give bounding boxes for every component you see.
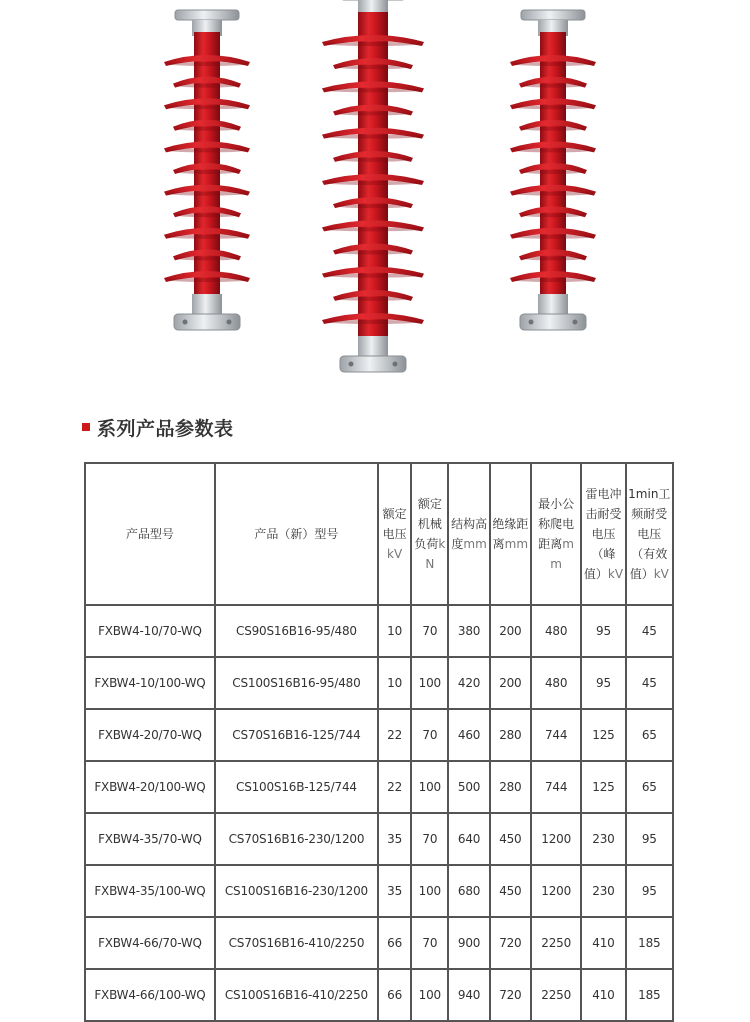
- table-cell: 2250: [531, 969, 581, 1021]
- table-cell: 35: [378, 865, 411, 917]
- table-cell: FXBW4-10/100-WQ: [85, 657, 215, 709]
- column-header-unit: mm: [504, 537, 529, 551]
- shed-shadow: [325, 274, 421, 278]
- table-cell: 450: [490, 865, 531, 917]
- column-header-unit: mm: [463, 537, 487, 551]
- column-header-label: 结构高度: [451, 517, 488, 551]
- column-header: [490, 463, 531, 605]
- table-cell: 22: [378, 709, 411, 761]
- table-cell: 480: [531, 657, 581, 709]
- table-row: [85, 865, 673, 917]
- shed-shadow: [325, 135, 421, 139]
- column-header-unit: kV: [387, 547, 403, 561]
- table-header-row: [85, 463, 673, 605]
- table-row: [85, 657, 673, 709]
- table-cell: 500: [448, 761, 489, 813]
- table-cell: 45: [626, 605, 673, 657]
- column-header: [378, 463, 411, 605]
- shed-shadow: [513, 105, 593, 109]
- table-cell: 95: [626, 813, 673, 865]
- table-cell: 45: [626, 657, 673, 709]
- column-header-unit: mm: [550, 537, 574, 571]
- column-header-label: 1min工频耐受电压（有效值）: [628, 487, 671, 581]
- shed-shadow: [513, 62, 593, 66]
- column-header: [531, 463, 581, 605]
- column-header-unit: kV: [653, 567, 669, 581]
- table-cell: 200: [490, 657, 531, 709]
- column-header-unit: kV: [607, 567, 624, 581]
- table-cell: 410: [581, 969, 625, 1021]
- table-cell: 125: [581, 709, 625, 761]
- table-cell: CS100S16B16-95/480: [215, 657, 378, 709]
- table-cell: 100: [411, 657, 448, 709]
- table-cell: 35: [378, 813, 411, 865]
- table-cell: 10: [378, 605, 411, 657]
- shed-shadow: [522, 84, 584, 88]
- table-cell: FXBW4-10/70-WQ: [85, 605, 215, 657]
- table-cell: CS70S16B16-125/744: [215, 709, 378, 761]
- table-cell: 100: [411, 865, 448, 917]
- column-header: [411, 463, 448, 605]
- table-cell: 185: [626, 969, 673, 1021]
- shed-shadow: [522, 127, 584, 131]
- table-cell: 744: [531, 761, 581, 813]
- column-header: [581, 463, 625, 605]
- shed-shadow: [336, 65, 410, 69]
- table-cell: 640: [448, 813, 489, 865]
- bottom-fitting: [192, 294, 222, 316]
- table-cell: 1200: [531, 865, 581, 917]
- column-header: [85, 463, 215, 605]
- insulators-illustration: [0, 0, 750, 395]
- table-cell: 70: [411, 813, 448, 865]
- flange-bolt-hole: [183, 320, 188, 325]
- table-cell: 280: [490, 761, 531, 813]
- table-row: [85, 605, 673, 657]
- product-photo: [0, 0, 750, 395]
- table-cell: FXBW4-66/70-WQ: [85, 917, 215, 969]
- shed-shadow: [513, 235, 593, 239]
- flange-bolt-hole: [349, 362, 354, 367]
- table-cell: FXBW4-35/100-WQ: [85, 865, 215, 917]
- top-flange: [175, 10, 239, 20]
- shed-shadow: [167, 235, 247, 239]
- table-cell: 410: [581, 917, 625, 969]
- shed-shadow: [325, 181, 421, 185]
- table-cell: 70: [411, 709, 448, 761]
- shed-shadow: [167, 105, 247, 109]
- shed-shadow: [336, 251, 410, 255]
- table-cell: CS100S16B16-410/2250: [215, 969, 378, 1021]
- table-cell: CS70S16B16-230/1200: [215, 813, 378, 865]
- shed-shadow: [176, 170, 238, 174]
- shed-shadow: [522, 170, 584, 174]
- table-cell: FXBW4-66/100-WQ: [85, 969, 215, 1021]
- table-cell: 720: [490, 969, 531, 1021]
- shed-shadow: [167, 192, 247, 196]
- column-header-unit: kN: [425, 537, 446, 571]
- column-header-label: 最小公称爬电距离: [538, 497, 575, 551]
- column-header-label: 雷电冲击耐受电压（峰值）: [583, 487, 622, 581]
- section-title: 系列产品参数表: [97, 417, 234, 440]
- table-cell: 230: [581, 813, 625, 865]
- column-header-label: 额定机械负荷: [414, 497, 442, 551]
- shed-shadow: [336, 204, 410, 208]
- column-header: [626, 463, 673, 605]
- table-cell: 680: [448, 865, 489, 917]
- shed-shadow: [336, 158, 410, 162]
- table-body: [85, 605, 673, 1021]
- table-cell: 420: [448, 657, 489, 709]
- table-cell: 66: [378, 969, 411, 1021]
- bottom-fitting: [358, 336, 388, 358]
- table-cell: 10: [378, 657, 411, 709]
- table-cell: 95: [581, 657, 625, 709]
- table-row: [85, 813, 673, 865]
- flange-bolt-hole: [529, 320, 534, 325]
- table-row: [85, 709, 673, 761]
- shed-shadow: [176, 84, 238, 88]
- table-cell: 230: [581, 865, 625, 917]
- flange-bolt-hole: [227, 320, 232, 325]
- table-cell: 380: [448, 605, 489, 657]
- shed-shadow: [513, 148, 593, 152]
- table-cell: 744: [531, 709, 581, 761]
- column-header-label: 产品（新）型号: [254, 527, 339, 541]
- shed-shadow: [176, 127, 238, 131]
- table-cell: 66: [378, 917, 411, 969]
- table-cell: 200: [490, 605, 531, 657]
- table-cell: CS70S16B16-410/2250: [215, 917, 378, 969]
- table-row: [85, 969, 673, 1021]
- table-cell: CS90S16B16-95/480: [215, 605, 378, 657]
- table-cell: 480: [531, 605, 581, 657]
- shed-shadow: [336, 112, 410, 116]
- table-cell: 70: [411, 605, 448, 657]
- table-cell: 95: [581, 605, 625, 657]
- table-cell: 70: [411, 917, 448, 969]
- shed-shadow: [325, 320, 421, 324]
- table-cell: 460: [448, 709, 489, 761]
- table-cell: 2250: [531, 917, 581, 969]
- table-cell: 450: [490, 813, 531, 865]
- shed-shadow: [176, 256, 238, 260]
- table-cell: 940: [448, 969, 489, 1021]
- column-header-label: 额定电压: [382, 507, 407, 541]
- shed-shadow: [325, 42, 421, 46]
- column-header: [215, 463, 378, 605]
- column-header: [448, 463, 489, 605]
- shed-shadow: [513, 278, 593, 282]
- table-cell: 65: [626, 761, 673, 813]
- table-cell: CS100S16B16-230/1200: [215, 865, 378, 917]
- table-row: [85, 917, 673, 969]
- table-cell: 22: [378, 761, 411, 813]
- table-cell: FXBW4-20/100-WQ: [85, 761, 215, 813]
- flange-bolt-hole: [393, 362, 398, 367]
- top-flange: [521, 10, 585, 20]
- table-cell: 125: [581, 761, 625, 813]
- shed-shadow: [176, 213, 238, 217]
- table-cell: FXBW4-20/70-WQ: [85, 709, 215, 761]
- table-cell: 100: [411, 761, 448, 813]
- table-row: [85, 761, 673, 813]
- table-cell: CS100S16B-125/744: [215, 761, 378, 813]
- shed-shadow: [336, 297, 410, 301]
- table-cell: 720: [490, 917, 531, 969]
- table-cell: FXBW4-35/70-WQ: [85, 813, 215, 865]
- shed-shadow: [513, 192, 593, 196]
- column-header-label: 绝缘距离: [492, 517, 529, 551]
- section-heading: [82, 412, 234, 442]
- bottom-fitting: [538, 294, 568, 316]
- table-cell: 280: [490, 709, 531, 761]
- parameter-table-container: [84, 462, 674, 1022]
- table-cell: 100: [411, 969, 448, 1021]
- parameter-table: [84, 462, 674, 1022]
- table-cell: 185: [626, 917, 673, 969]
- heading-marker-icon: [82, 423, 90, 431]
- column-header-label: 产品型号: [125, 527, 174, 541]
- shed-shadow: [325, 227, 421, 231]
- table-cell: 900: [448, 917, 489, 969]
- table-cell: 65: [626, 709, 673, 761]
- shed-shadow: [167, 148, 247, 152]
- shed-shadow: [167, 62, 247, 66]
- table-cell: 95: [626, 865, 673, 917]
- shed-shadow: [167, 278, 247, 282]
- table-cell: 1200: [531, 813, 581, 865]
- flange-bolt-hole: [573, 320, 578, 325]
- shed-shadow: [522, 256, 584, 260]
- shed-shadow: [522, 213, 584, 217]
- shed-shadow: [325, 88, 421, 92]
